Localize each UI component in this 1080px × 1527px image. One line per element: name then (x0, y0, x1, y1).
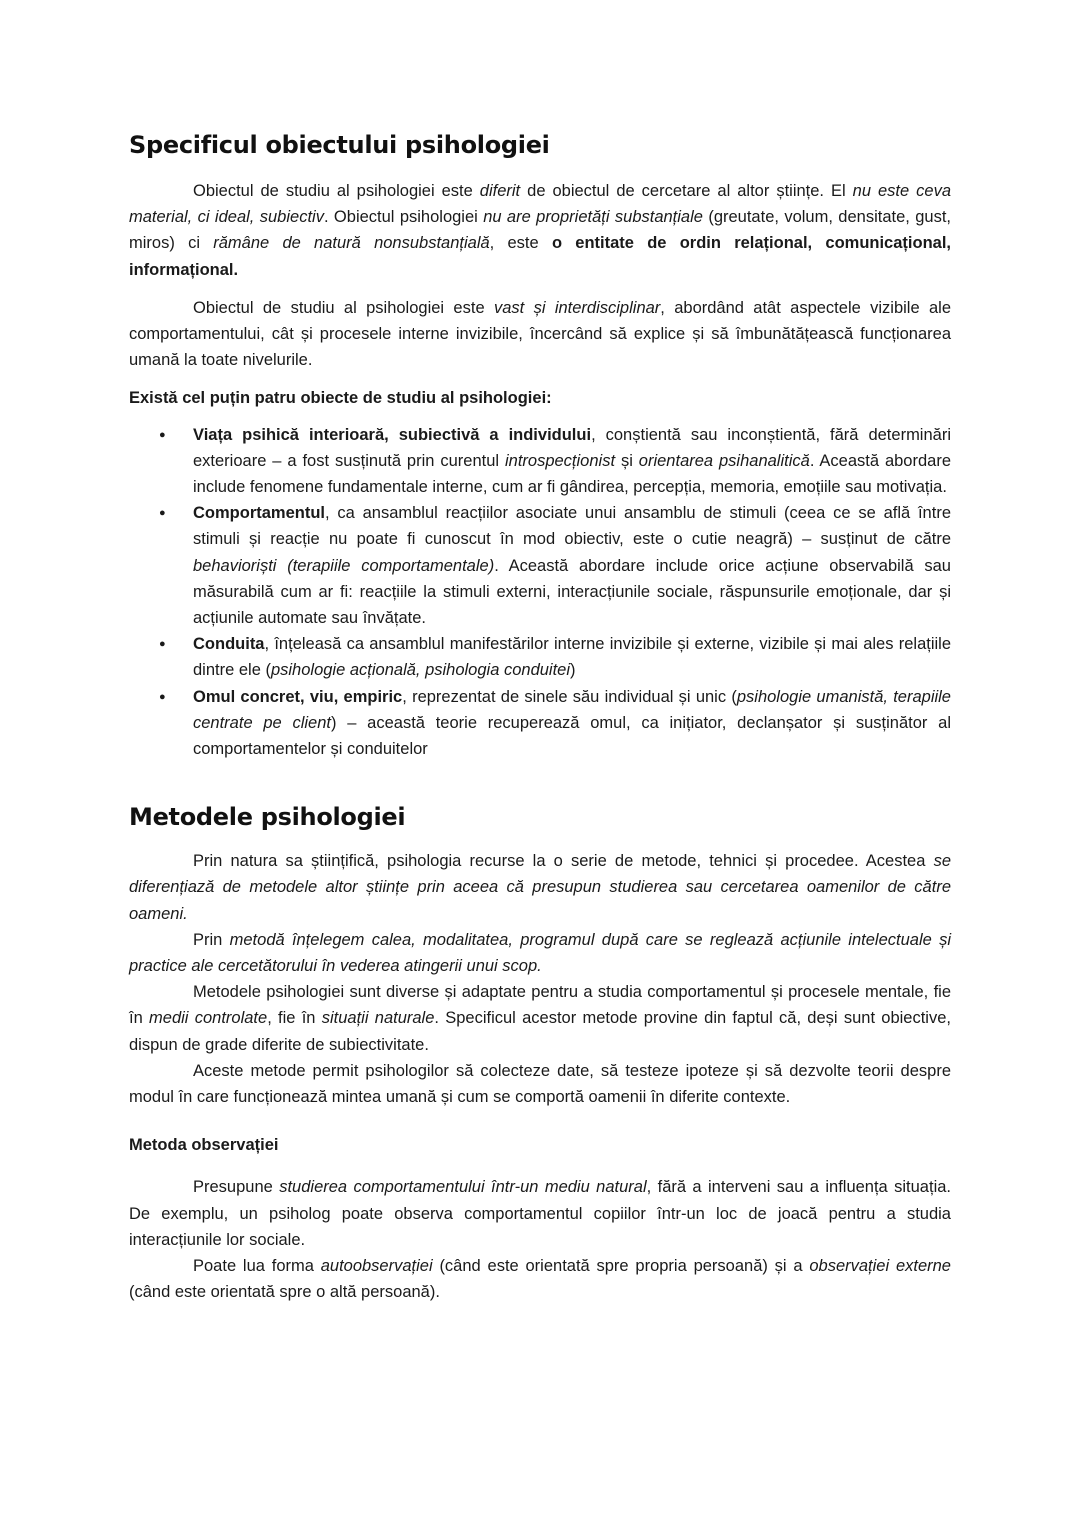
bold-text: Omul concret, viu, empiric (193, 687, 403, 706)
text-run: . Această abordare include orice acțiune observabilă sau măsurabilă cum ar fi: reacțiile la stimuli externi, interacțiunile sociale, răspunsurile emoționale, dar și acțiunile automate sau învățate. (193, 556, 951, 628)
text-run: (când este orientată spre o altă persoană). (129, 1283, 440, 1302)
italic-text: studierea comportamentului într-un mediu natural (279, 1178, 647, 1197)
text-run: . Obiectul psihologiei (323, 208, 484, 227)
text-run: . Această abordare include fenomene fundamentale interne, cum ar fi gândirea, percepția, memoria, emoțiile sau motivația. (193, 451, 951, 497)
list-item (193, 631, 951, 683)
list-item (193, 422, 951, 501)
italic-text: introspecționist (504, 451, 616, 470)
italic-text: metodă înțelegem calea, modalitatea, programul după care se reglează acțiunile intelectuale și practice ale cercetătorului în vederea atingerii unui scop. (129, 930, 951, 976)
text-run: Obiectul de studiu al psihologiei este (193, 298, 494, 317)
text-run: Obiectul de studiu al psihologiei este (193, 182, 480, 200)
italic-text: autoobservației (320, 1256, 433, 1275)
italic-text: behavioriști (terapiile comportamentale) (193, 556, 495, 575)
bold-text: Comportamentul (193, 504, 325, 523)
list-item (193, 500, 951, 631)
text-run: , este (489, 234, 552, 253)
text-run: , fără a interveni sau a influența situația. De exemplu, un psiholog poate observa comportamentul copiilor într-un loc de joacă pentru a studia interacțiunile lor sociale. (129, 1178, 951, 1249)
text-run: Prin natura sa științifică, psihologia recurse la o serie de metode, tehnici și procedee. Acestea (193, 852, 934, 871)
paragraph (129, 1174, 951, 1253)
text-run: Presupune (193, 1178, 280, 1197)
paragraph (129, 979, 951, 1058)
list-lead: Există cel puțin patru obiecte de studiu al psihologiei: (129, 389, 552, 408)
text-run: Metodele psihologiei sunt diverse și adaptate pentru a studia comportamentul și procesele mentale, fie în (129, 983, 951, 1028)
text-run: , abordând atât aspectele vizibile ale comportamentului, cât și procesele interne invizibile, încercând să explice și să îmbunătățească funcționarea umană la toate nivelurile. (129, 298, 952, 370)
italic-text: observației externe (809, 1256, 951, 1275)
list-item (193, 684, 951, 763)
text-run: (când este orientată spre propria persoană) și a (432, 1256, 810, 1275)
text-run: , înțeleasă ca ansamblul manifestărilor interne invizibile și externe, vizibile și mai ales relațiile dintre ele ( (193, 635, 951, 680)
paragraph (129, 1253, 951, 1305)
italic-text: nu este ceva material, ci ideal, subiectiv (129, 182, 951, 227)
text-run: (greutate, volum, densitate, gust, miros) ci (129, 208, 952, 253)
paragraph (129, 848, 951, 927)
text-run: Poate lua forma (193, 1256, 321, 1275)
bold-text: Conduita (193, 635, 265, 654)
paragraph (129, 927, 951, 979)
paragraph (129, 1058, 951, 1110)
bold-text: Viața psihică interioară, subiectivă a individului (193, 425, 592, 444)
paragraph (129, 178, 951, 283)
bullet-list (129, 422, 951, 763)
section-title-metodele: Metodele psihologiei (129, 803, 406, 832)
text-run: , reprezentat de sinele său individual și unic ( (402, 687, 737, 706)
text-run: și (615, 451, 639, 470)
italic-text: vast și interdisciplinar (493, 298, 661, 317)
italic-text: orientarea psihanalitică (638, 451, 810, 470)
text-run: Aceste metode permit psihologilor să colecteze date, să testeze ipoteze și să dezvolte teorii despre modul în care funcționează mintea umană și cum se comportă oamenii în diferite contexte. (129, 1061, 951, 1107)
text-run: de obiectul de cercetare al altor științe. El (520, 182, 853, 200)
text-run: Prin (193, 930, 230, 949)
italic-text: se diferențiază de metodele altor științe prin aceea că presupun studierea sau cercetarea oamenilor de către oameni. (129, 852, 951, 923)
italic-text: diferit (479, 182, 521, 200)
text-run: , ca ansamblul reacțiilor asociate unui ansamblu de stimuli (ceea ce se află între stimuli și reacție nu poate fi cunoscut în mod obiectiv, este o cutie neagră) – susținut de către (193, 504, 951, 549)
section-title-specificul: Specificul obiectului psihologiei (129, 131, 550, 159)
italic-text: medii controlate (149, 1009, 268, 1028)
italic-text: psihologie acțională, psihologia conduitei (270, 661, 571, 680)
text-run: . Specificul acestor metode provine din faptul că, deși sunt obiective, dispun de grade diferite de subiectivitate. (129, 1009, 951, 1054)
subsection-title-observatie: Metoda observației (129, 1136, 279, 1155)
text-run: , conștientă sau inconștientă, fără determinări exterioare – a fost susținută prin curentul (193, 425, 951, 470)
italic-text: psihologie umanistă, terapiile centrate pe client (193, 687, 951, 732)
italic-text: situații naturale (321, 1009, 435, 1028)
document-page (129, 128, 951, 1305)
italic-text: nu are proprietăți substanțiale (483, 208, 703, 227)
bold-text: o entitate de ordin relațional, comunicațional, informațional. (129, 234, 951, 279)
text-run: ) – această teorie recuperează omul, ca inițiator, declanșator și susținător al comportamentelor și conduitelor (193, 713, 951, 759)
text-run: , fie în (267, 1009, 322, 1028)
text-run: ) (570, 661, 576, 680)
paragraph (129, 295, 951, 374)
italic-text: rămâne de natură nonsubstanțială (213, 234, 490, 253)
